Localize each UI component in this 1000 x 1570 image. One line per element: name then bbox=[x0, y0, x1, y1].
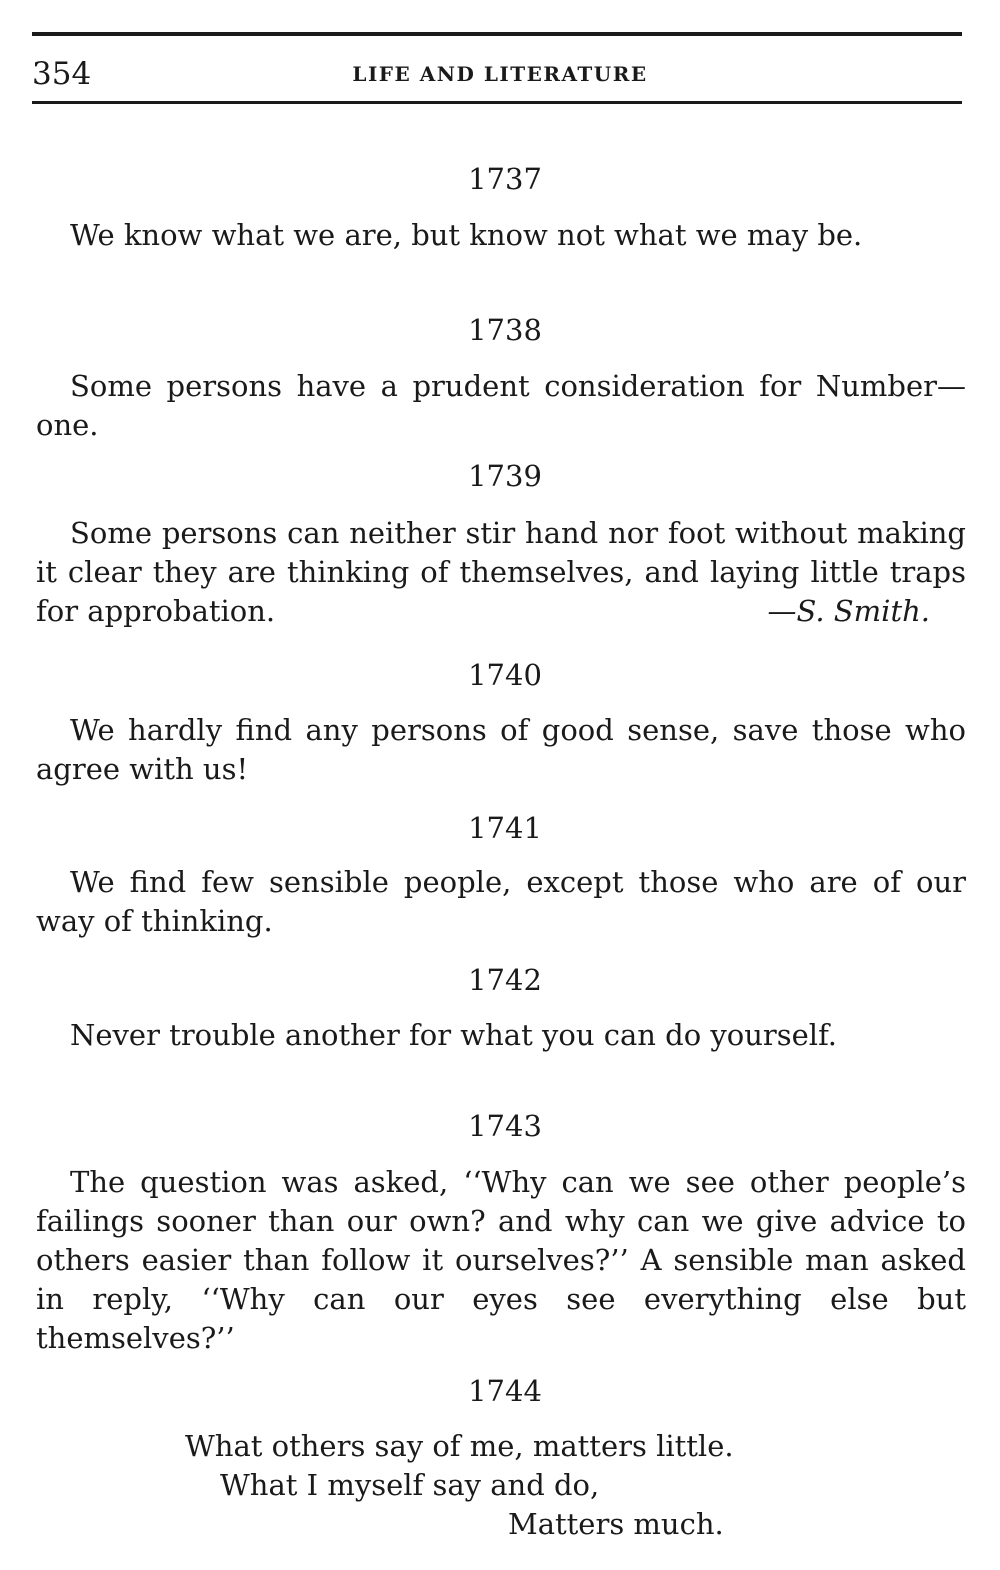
page-number: 354 bbox=[32, 56, 92, 92]
entry-number-1737: 1737 bbox=[468, 162, 542, 196]
entry-number-1741: 1741 bbox=[468, 811, 542, 845]
entry-number-1739: 1739 bbox=[468, 459, 542, 493]
entry-text-1738: Some persons have a prudent consideration for Number—one. bbox=[36, 369, 966, 442]
poem-line-2: What I myself say and do, bbox=[220, 1468, 600, 1502]
entry-text-1742: Never trouble another for what you can do yourself. bbox=[70, 1018, 837, 1052]
poem-line-1: What others say of me, matters little. bbox=[185, 1429, 734, 1463]
entry-number-1740: 1740 bbox=[468, 658, 542, 692]
header-rule bbox=[32, 101, 962, 104]
entry-text-1741: We find few sensible people, except those who are of our way of thinking. bbox=[36, 865, 966, 938]
entry-text-1737: We know what we are, but know not what we may be. bbox=[70, 218, 863, 252]
entry-number-1744: 1744 bbox=[468, 1374, 542, 1408]
poem-line-3: Matters much. bbox=[508, 1507, 724, 1541]
entry-number-1742: 1742 bbox=[468, 963, 542, 997]
attribution-smith: —S. Smith. bbox=[767, 594, 930, 628]
entry-number-1743: 1743 bbox=[468, 1109, 542, 1143]
entry-text-1743: The question was asked, ‘‘Why can we see other people’s failings sooner than our own? and why can we give advice to others easier than follow it ourselves?’’ A sensible man asked in reply, ‘‘Why can our eyes see everything else but themselves?’’ bbox=[36, 1165, 966, 1355]
entry-number-1738: 1738 bbox=[468, 313, 542, 347]
top-rule bbox=[32, 32, 962, 36]
entry-text-1739: Some persons can neither stir hand nor foot without making it clear they are thinking of themselves, and laying little traps for approbation. bbox=[36, 516, 966, 628]
running-title: LIFE AND LITERATURE bbox=[352, 62, 648, 86]
entry-text-1740: We hardly find any persons of good sense, save those who agree with us! bbox=[36, 713, 966, 786]
